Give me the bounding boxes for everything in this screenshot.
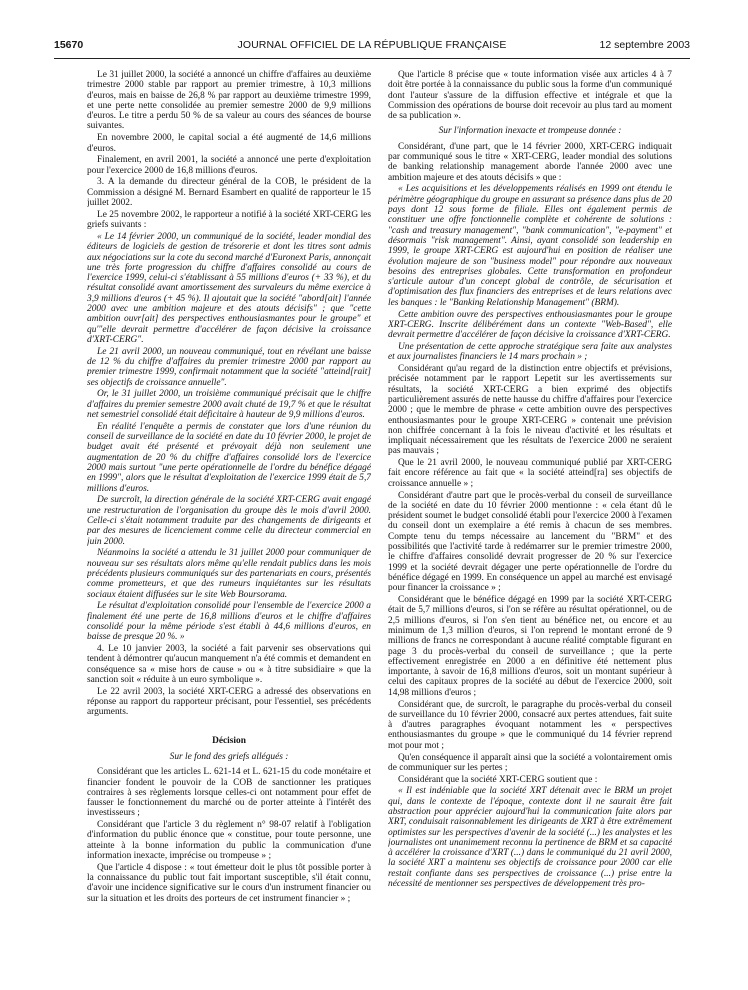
quoted-paragraph: Une présentation de cette approche stratégique sera faite aux analystes et aux journalistes financiers le 14 mars prochain » ;	[388, 341, 672, 363]
quoted-paragraph: Cette ambition ouvre des perspectives enthousiasmantes pour le groupe XRT-CERG. Inscrite délibérément dans un contexte "Web-Based", elle devrait permettre d'accélérer de façon décisive la croissance d'XRT-CERG.	[388, 309, 672, 341]
section-heading: Décision	[212, 735, 246, 746]
paragraph: En novembre 2000, le capital social a été augmenté de 14,6 millions d'euros.	[87, 133, 371, 154]
paragraph: Considérant, d'une part, que le 14 février 2000, XRT-CERG indiquait par communiqué sous le titre « XRT-CERG, leader mondial des solutions de banking relationship management aborde l'année 2000 avec une ambition majeure et des atouts décisifs » que :	[388, 141, 672, 183]
paragraph: Considérant que, de surcroît, le paragraphe du procès-verbal du conseil de surveillance du 10 février 2000, consacré aux pertes attendues, fait suite à d'autres paragraphes évoquant notamment les « perspectives enthousiasmantes du groupe » que le communiqué du 14 février reprend mot pour mot ;	[388, 699, 672, 751]
quoted-paragraph: Néanmoins la société a attendu le 31 juillet 2000 pour communiquer de nouveau sur ses résultats alors même qu'elle rendait publics dans les mois précédents plusieurs communiqués sur des partenariats en cours, présentés comme prometteurs, et que des rumeurs inquiétantes sur les résultats sociaux étaient diffusées sur le site Web Boursorama.	[87, 548, 371, 600]
quoted-paragraph: De surcroît, la direction générale de la société XRT-CERG avait engagé une restructuration de l'organisation du groupe dès le mois d'avril 2000. Celle-ci s'était notamment traduite par des changements de dirigeants et par des mesures de licenciement comme celle du directeur commercial en juin 2000.	[87, 495, 371, 547]
paragraph: Le 25 novembre 2002, le rapporteur a notifié à la société XRT-CERG les griefs suivants :	[87, 209, 371, 231]
section-subheading: Sur le fond des griefs allégués :	[169, 751, 289, 762]
paragraph: Finalement, en avril 2001, la société a annoncé une perte d'exploitation pour l'exercice 2000 de 16,8 millions d'euros.	[87, 155, 371, 176]
paragraph: Considérant d'autre part que le procès-verbal du conseil de surveillance de la société en date du 10 février 2000 mentionne : « cela étant dû le président soumet le budget consolidé établi pour l'exercice 2000 à l'examen du conseil dont un exemplaire a été remis à chacun de ses membres. Compte tenu du temps nécessaire au lancement du "BRM" et des possibilités que l'activité tarde à redémarrer sur le premier trimestre 2000, le chiffre d'affaires consolidé devrait progresser de 20 % sur l'exercice 1999 et la société devrait dégager une perte opérationnelle de l'ordre du bénéfice dégagé en 1999. En conséquence un appel au marché est envisagé pour financer la croissance » ;	[388, 490, 672, 594]
paragraph: 4. Le 10 janvier 2003, la société a fait parvenir ses observations qui tendent à démontrer qu'aucun manquement n'a été commis et demandent en conséquence sa « mise hors de cause » ou « à titre subsidiaire » que la sanction soit « réduite à un euro symbolique ».	[87, 644, 371, 685]
journal-title: JOURNAL OFFICIEL DE LA RÉPUBLIQUE FRANÇAISE	[237, 39, 507, 51]
page-header	[54, 39, 690, 55]
left-column	[87, 70, 371, 985]
paragraph: Considérant que les articles L. 621-14 et L. 621-15 du code monétaire et financier fondent le pouvoir de la COB de sanctionner les pratiques contraires à ses règlements lorsque celles-ci ont notamment pour effet de fausser le fonctionnement du marché ou de porter atteinte à l'intérêt des investisseurs ;	[87, 767, 371, 819]
section-subheading: Sur l'information inexacte et trompeuse donnée :	[438, 126, 622, 137]
publication-date: 12 septembre 2003	[599, 39, 690, 51]
paragraph: 3. A la demande du directeur général de la COB, le président de la Commission a désigné M. Bernard Esambert en qualité de rapporteur le 15 juillet 2002.	[87, 177, 371, 209]
header-rule	[54, 58, 690, 59]
quoted-paragraph: Or, le 31 juillet 2000, un troisième communiqué précisait que le chiffre d'affaires du premier semestre 2000 avait chuté de 19,7 % et que le résultat net semestriel consolidé était déficitaire à hauteur de 9,9 millions d'euros.	[87, 389, 371, 420]
paragraph: Le 31 juillet 2000, la société a annoncé un chiffre d'affaires au deuxième trimestre 2000 stable par rapport au premier trimestre, à 10,3 millions d'euros, mais en baisse de 26,8 % par rapport au deuxième trimestre 1999, et une perte nette consolidée au premier semestre 2000 de 9,9 millions d'euros. Le titre a perdu 50 % de sa valeur au cours des séances de bourse suivantes.	[87, 70, 371, 132]
quoted-paragraph: Le résultat d'exploitation consolidé pour l'ensemble de l'exercice 2000 a finalement été une perte de 16,8 millions d'euros et le chiffre d'affaires consolidé pour la même période s'est établi à 44,6 millions d'euros, en baisse de presque 20 %. »	[87, 601, 371, 643]
quoted-paragraph: Le 21 avril 2000, un nouveau communiqué, tout en révélant une baisse de 12 % du chiffre d'affaires du premier trimestre 2000 par rapport au premier trimestre 1999, confirmait notamment que la société "atteind[rait] ses objectifs de croissance annuelle".	[87, 346, 371, 388]
paragraph: Considérant que l'article 3 du règlement n° 98-07 relatif à l'obligation d'information du public énonce que « constitue, pour toute personne, une atteinte à la bonne information du public la communication d'une information inexacte, imprécise ou trompeuse » ;	[87, 820, 371, 862]
paragraph: Considérant que la société XRT-CERG soutient que :	[398, 774, 598, 785]
paragraph: Que le 21 avril 2000, le nouveau communiqué publié par XRT-CERG fait encore référence au fait que « la société atteind[ra] ses objectifs de croissance annuelle » ;	[388, 458, 672, 489]
page-number: 15670	[54, 39, 84, 51]
right-column	[388, 70, 672, 985]
paragraph: Considérant qu'au regard de la distinction entre objectifs et prévisions, précisée notamment par le rapport Lepetit sur les avertissements sur résultats, la société XRT-CERG a bien exprimé des objectifs particulièrement assurés de nette hausse du chiffre d'affaires pour l'exercice 2000 ; que le membre de phrase « cette ambition ouvre des perspectives enthousiasmantes pour le groupe XRT-CERG » contenait une prévision non chiffrée concernant à la fois le niveau d'activité et les résultats et impliquait nécessairement que les résultats de l'exercice 2000 ne seraient pas mauvais ;	[388, 364, 672, 457]
paragraph: Que l'article 4 dispose : « tout émetteur doit le plus tôt possible porter à la connaissance du public tout fait important susceptible, s'il était connu, d'avoir une incidence significative sur le cours d'un instrument financier ou sur la situation et les droits des porteurs de cet instrument financier » ;	[87, 862, 371, 904]
quoted-paragraph: En réalité l'enquête a permis de constater que lors d'une réunion du conseil de surveillance de la société en date du 10 février 2000, le projet de budget avait été présenté et prévoyait déjà non seulement une augmentation de 20 % du chiffre d'affaires consolidé lors de l'exercice 2000 mais surtout "une perte opérationnelle de l'ordre du bénéfice dégagé en 1999", alors que le résultat d'exploitation de l'exercice 1999 était de 5,7 millions d'euros.	[87, 421, 371, 494]
paragraph: Le 22 avril 2003, la société XRT-CERG a adressé des observations en réponse au rapport du rapporteur précisant, pour l'essentiel, ses précédents arguments.	[87, 686, 371, 718]
paragraph: Qu'en conséquence il apparaît ainsi que la société a volontairement omis de communiquer sur les pertes ;	[388, 752, 672, 773]
quoted-paragraph: « Le 14 février 2000, un communiqué de la société, leader mondial des éditeurs de logiciels de gestion de trésorerie et dont les titres sont admis aux négociations sur la cote du second marché d'Euronext Paris, annonçait une très forte progression du chiffre d'affaires consolidé au cours de l'exercice 1999, celui-ci s'établissant à 55 millions d'euros (+ 33 %), et du résultat consolidé avant amortissement des survaleurs du même exercice à 3,9 millions d'euros (+ 45 %). Il ajoutait que la société "abord[ait] l'année 2000 avec une ambition majeure et des atouts décisifs" ; que "cette ambition ouvr[ait] des perspectives enthousiasmantes pour le groupe" et qu'"elle devrait permettre d'accélérer de façon décisive la croissance d'XRT-CERG".	[87, 231, 371, 345]
quoted-paragraph: « Les acquisitions et les développements réalisés en 1999 ont étendu le périmètre géographique du groupe en assurant sa présence dans plus de 20 pays dont 12 sous forme de filiale. Elles ont également permis de constituer une offre fonctionnelle complète et cohérente de solutions : "cash and treasury management", "bank communication", "e-payment" et désormais "risk management". Ainsi, ayant consolidé son leadership en 1999, le groupe XRT-CERG est aujourd'hui en position de réaliser une évolution majeure de son "business model" pour répondre aux nouveaux besoins des entreprises globales. Cette transformation en profondeur s'articule autour d'un concept global de contrôle, de sécurisation et d'optimisation des flux financiers des entreprises et de leurs relations avec les banques : le "Banking Relationship Management" (BRM).	[388, 184, 672, 308]
quoted-paragraph: « Il est indéniable que la société XRT détenait avec le BRM un projet qui, dans le contexte de l'époque, contexte dont il ne saurait être fait abstraction pour apprécier aujourd'hui la communication faite alors par XRT, conduisait raisonnablement les dirigeants de XRT à être extrêmement optimistes sur les perspectives d'avenir de la société (...) les analystes et les journalistes ont unanimement reconnu la pertinence de BRM et sa capacité à accélérer la croissance d'XRT (...) dans le communiqué du 21 avril 2000, la société XRT a maintenu ses objectifs de croissance pour 2000 car elle restait confiante dans ses perspectives de croissance (...) prise entre la nécessité de mentionner ses perspectives de développement très pro-	[388, 786, 672, 890]
paragraph: Considérant que le bénéfice dégagé en 1999 par la société XRT-CERG était de 5,7 millions d'euros, si l'on se réfère au résultat opérationnel, ou de 2,5 millions d'euros, si l'on s'en tient au bénéfice net, ou encore et au minimum de 1,3 million d'euros, si l'on reprend le montant erroné de 9 millions de francs ne correspondant à aucune réalité comptable figurant en page 3 du procès-verbal du conseil de surveillance ; que la perte effectivement enregistrée en 2000 a en définitive été nettement plus importante, à savoir de 16,8 millions d'euros, soit un montant supérieur à celui des capitaux propres de la société au début de l'exercice 2000, soit 14,98 millions d'euros ;	[388, 595, 672, 698]
paragraph: Que l'article 8 précise que « toute information visée aux articles 4 à 7 doit être portée à la connaissance du public sous la forme d'un communiqué dont l'auteur s'assure de la diffusion effective et intégrale et que la Commission des opérations de bourse doit recevoir au plus tard au moment de sa publication ».	[388, 70, 672, 122]
